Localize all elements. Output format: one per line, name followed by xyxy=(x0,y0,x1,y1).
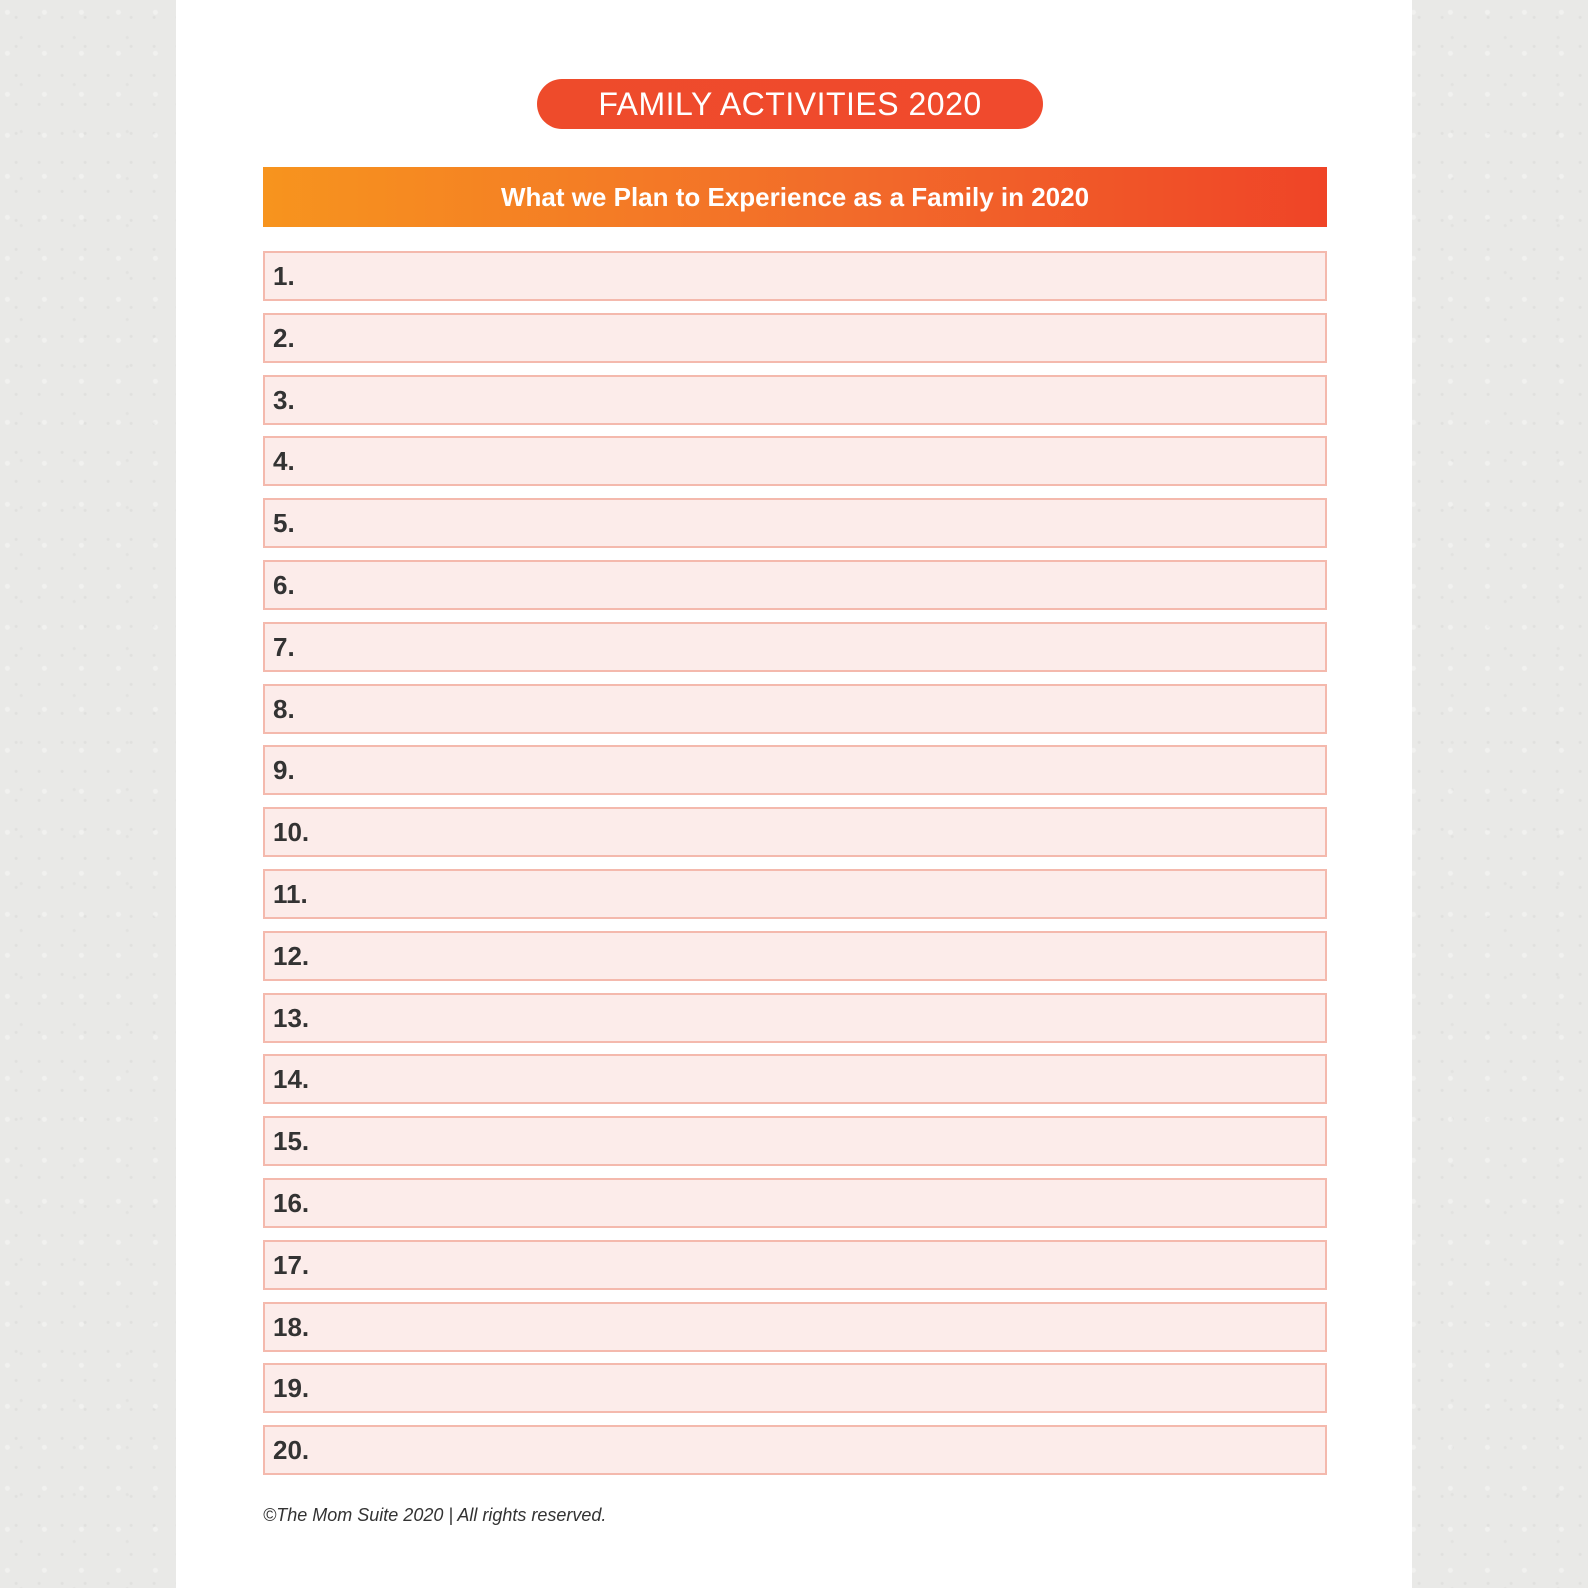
row-number: 5. xyxy=(273,508,295,539)
row-number: 15. xyxy=(273,1126,310,1157)
row-number: 19. xyxy=(273,1373,310,1404)
activity-row[interactable] xyxy=(263,375,1327,425)
row-number: 9. xyxy=(273,755,295,786)
activity-row[interactable] xyxy=(263,1116,1327,1166)
row-number: 10. xyxy=(273,817,310,848)
row-number: 1. xyxy=(273,261,295,291)
page-title: FAMILY ACTIVITIES 2020 xyxy=(537,79,1043,129)
activity-row[interactable] xyxy=(263,1178,1327,1228)
section-header: What we Plan to Experience as a Family in 2020 xyxy=(263,167,1327,227)
row-number: 7. xyxy=(273,631,295,662)
activity-row[interactable] xyxy=(263,684,1327,734)
row-number: 20. xyxy=(273,1435,310,1466)
activity-row[interactable] xyxy=(263,1425,1327,1475)
worksheet-page xyxy=(176,0,1412,1588)
row-number: 6. xyxy=(273,569,295,600)
row-number: 13. xyxy=(273,1002,310,1033)
row-number: 16. xyxy=(273,1187,310,1218)
activity-list xyxy=(263,251,1327,1487)
row-number: 11. xyxy=(273,878,308,909)
row-number: 18. xyxy=(273,1311,310,1342)
activity-row[interactable] xyxy=(263,1054,1327,1104)
row-number: 3. xyxy=(273,384,295,415)
copyright-footer: ©The Mom Suite 2020 | All rights reserved. xyxy=(263,1505,607,1525)
row-number: 14. xyxy=(273,1064,310,1095)
activity-row[interactable] xyxy=(263,1363,1327,1413)
activity-row[interactable] xyxy=(263,498,1327,548)
row-number: 4. xyxy=(273,446,295,477)
row-number: 17. xyxy=(273,1249,310,1280)
activity-row[interactable] xyxy=(263,313,1327,363)
activity-row[interactable] xyxy=(263,931,1327,981)
activity-row[interactable] xyxy=(263,436,1327,486)
activity-row[interactable] xyxy=(263,869,1327,919)
activity-row[interactable] xyxy=(263,560,1327,610)
activity-row[interactable] xyxy=(263,1240,1327,1290)
activity-row[interactable] xyxy=(263,1302,1327,1352)
activity-row[interactable] xyxy=(263,807,1327,857)
row-number: 8. xyxy=(273,693,295,724)
activity-row[interactable] xyxy=(263,251,1327,301)
activity-row[interactable] xyxy=(263,622,1327,672)
activity-row[interactable] xyxy=(263,993,1327,1043)
activity-row[interactable] xyxy=(263,745,1327,795)
row-number: 2. xyxy=(273,322,295,353)
row-number: 12. xyxy=(273,940,310,971)
